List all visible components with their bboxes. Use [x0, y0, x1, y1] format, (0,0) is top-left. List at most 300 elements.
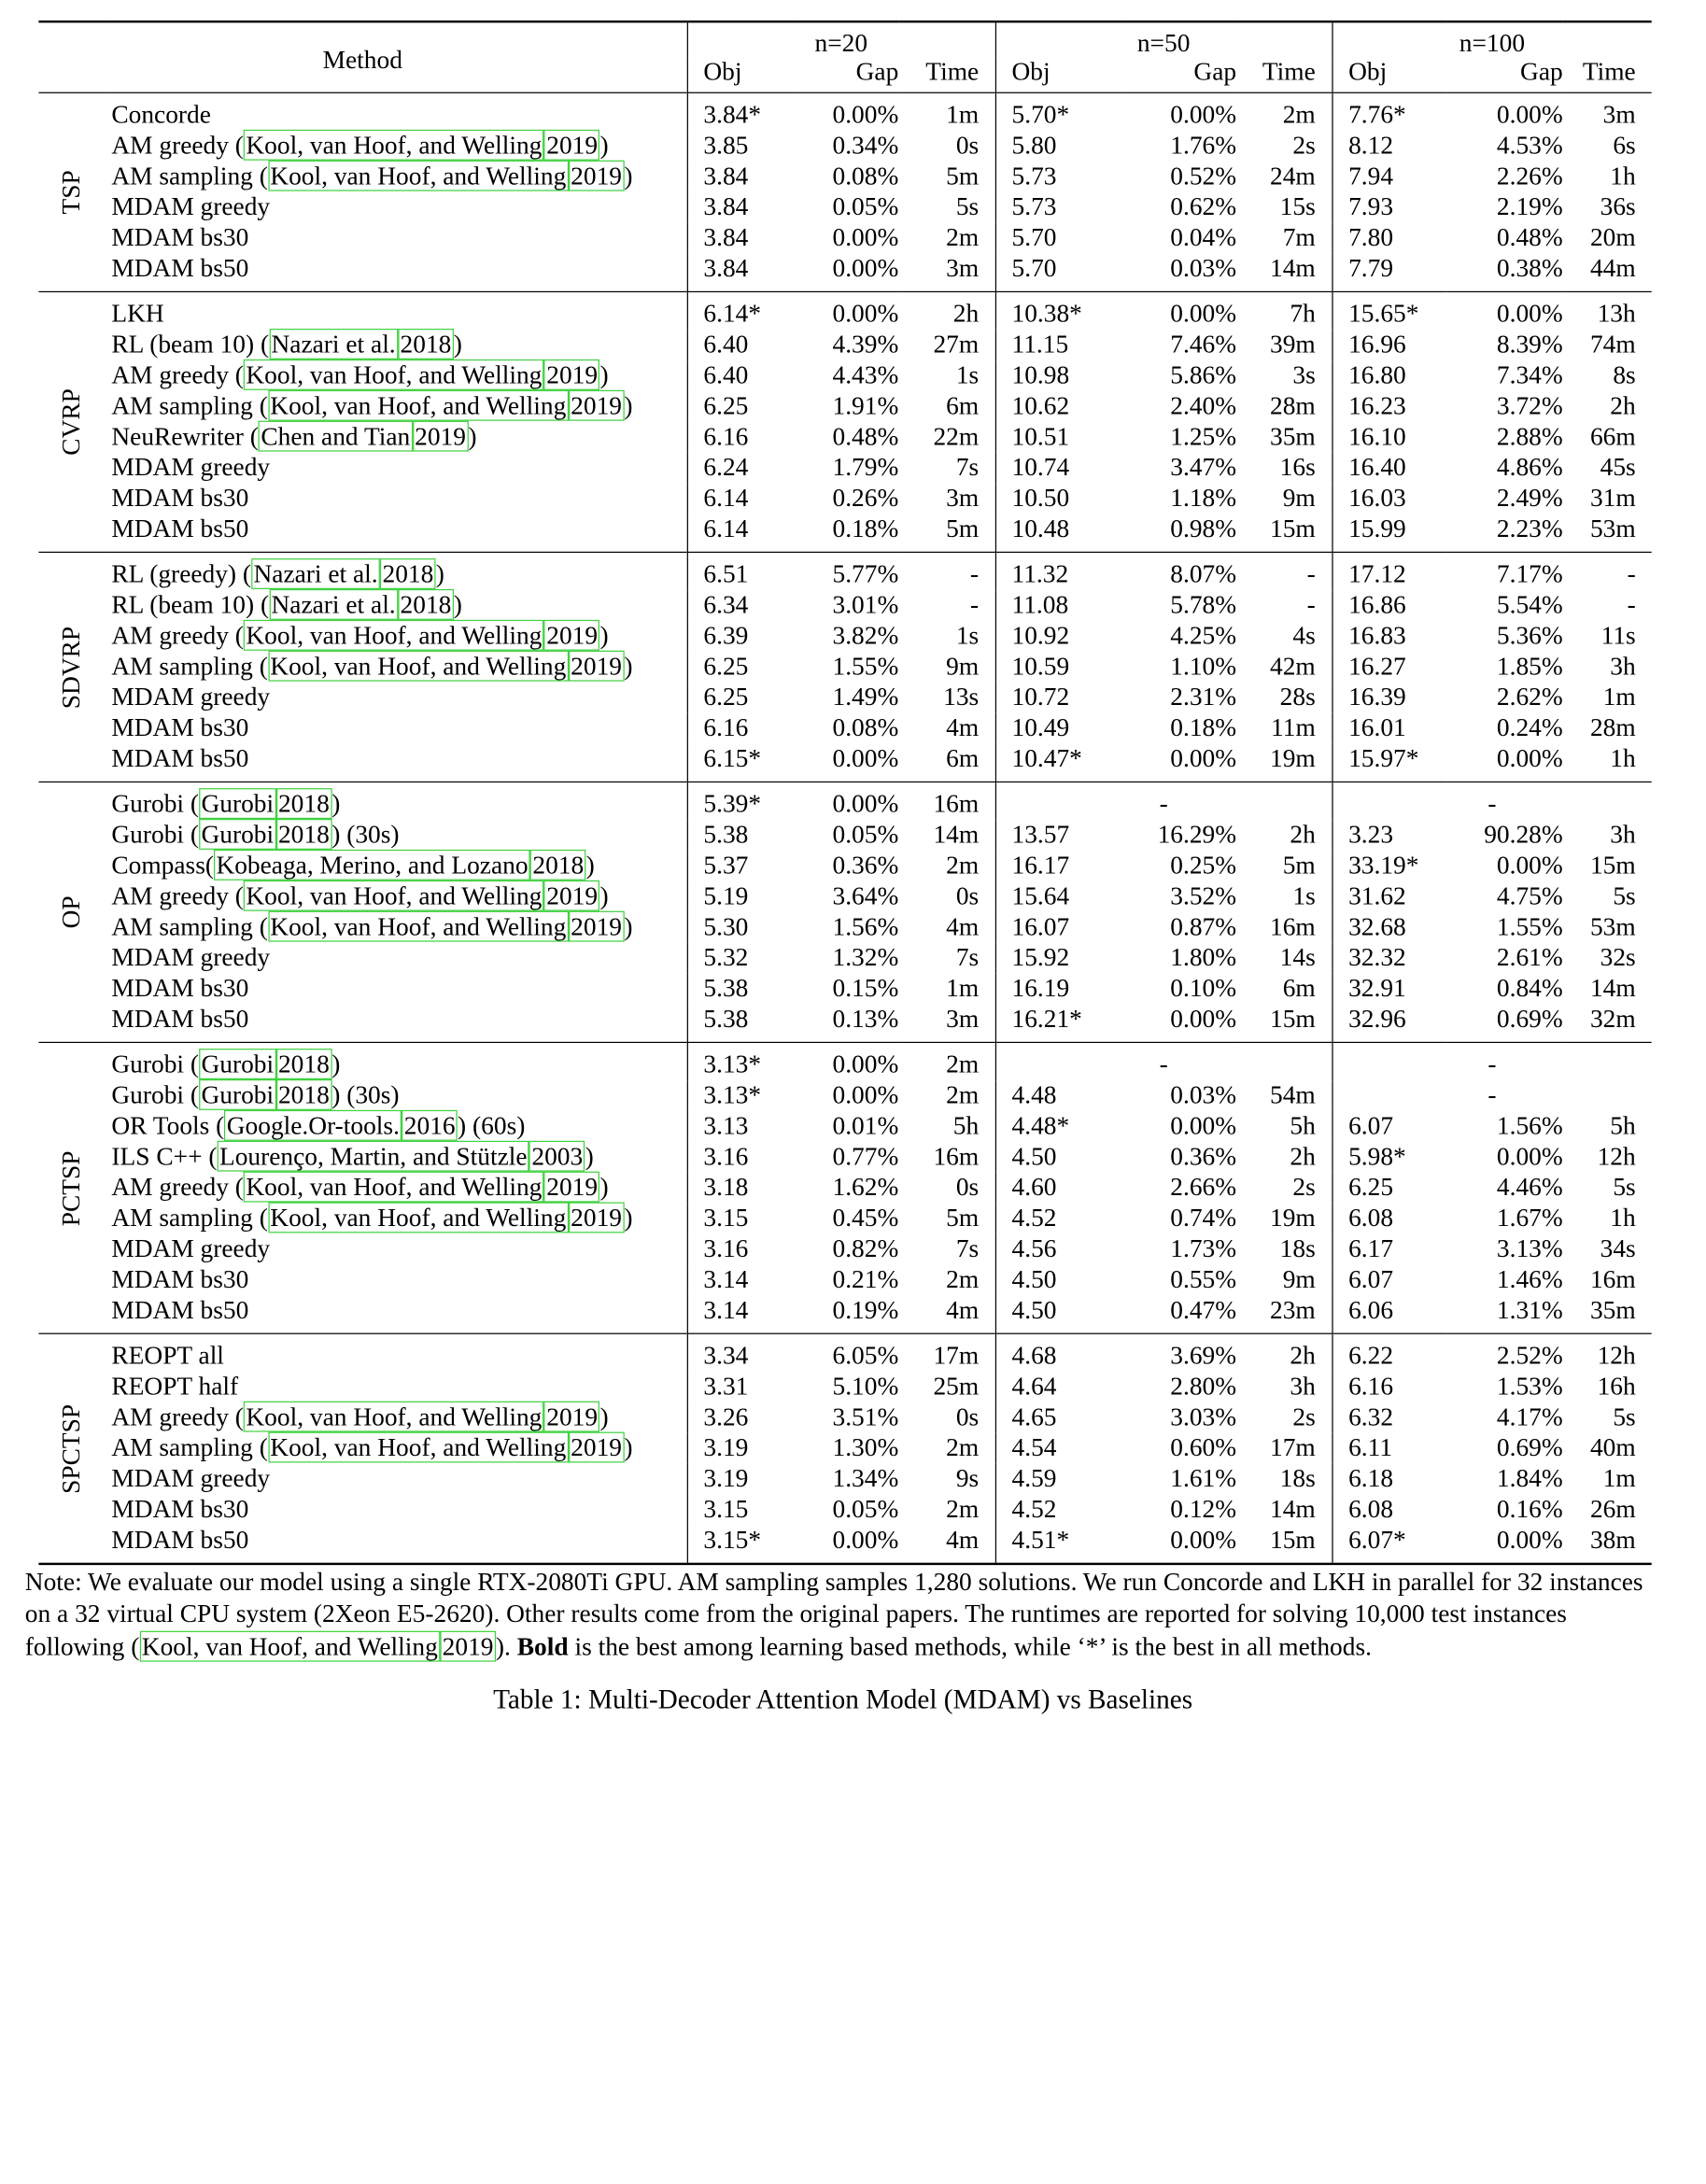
- obj-cell: 16.40: [1332, 453, 1445, 484]
- obj-cell: 5.39*: [687, 782, 796, 820]
- size-header-n20: n=20: [687, 21, 995, 57]
- time-cell: 13s: [943, 683, 980, 712]
- table-row: [38, 1333, 1651, 1372]
- method-text: ): [453, 330, 462, 359]
- citation-link[interactable]: Lourenço, Martin, and Stützle: [218, 1141, 529, 1172]
- time-cell: 14m: [1589, 973, 1636, 1003]
- time-cell: 2m: [946, 223, 980, 252]
- obj-cell: 16.80: [1332, 360, 1445, 391]
- time-cell: 5s: [1613, 881, 1636, 910]
- gap-cell: 1.31%: [1496, 1295, 1563, 1325]
- obj-cell: 5.73: [995, 192, 1121, 223]
- time-cell: 7s: [955, 943, 980, 972]
- citation-link[interactable]: Kool, van Hoof, and Welling: [244, 620, 544, 651]
- obj-cell: 3.31: [687, 1372, 796, 1402]
- obj-cell: 3.16: [687, 1234, 796, 1265]
- col-header-obj: Obj: [995, 57, 1121, 92]
- gap-cell: 0.00%: [1496, 743, 1563, 773]
- table-row: [38, 974, 1651, 1005]
- obj-cell: 5.70: [995, 254, 1121, 292]
- citation-link[interactable]: 2019: [569, 1203, 625, 1233]
- gap-cell: 5.78%: [1170, 590, 1237, 619]
- problem-label-cell: [38, 552, 105, 782]
- method-text: AM sampling (: [111, 652, 268, 681]
- table-row: [38, 851, 1651, 881]
- time-cell: 2m: [946, 1080, 980, 1109]
- gap-cell: 0.00%: [1496, 1525, 1563, 1555]
- table-row: [38, 391, 1651, 422]
- method-text: MDAM bs30: [111, 1264, 249, 1294]
- not-available-cell: -: [995, 1042, 1332, 1080]
- obj-cell: 3.19: [687, 1433, 796, 1464]
- citation-link[interactable]: Google.Or-tools.: [224, 1110, 402, 1141]
- method-cell: [105, 1234, 687, 1265]
- time-cell: -: [970, 559, 980, 589]
- method-cell: [105, 131, 687, 162]
- time-cell: 9m: [946, 652, 980, 681]
- obj-cell: 33.19*: [1332, 851, 1445, 881]
- note-text: is the best among learning based methods, while ‘*’ is the best in all methods.: [568, 1631, 1372, 1660]
- citation-link[interactable]: 2019: [569, 161, 625, 191]
- obj-cell: 3.18: [687, 1173, 796, 1204]
- obj-cell: 4.48*: [995, 1111, 1121, 1142]
- method-text: AM greedy (: [111, 1402, 244, 1431]
- time-cell: 16m: [1270, 912, 1316, 941]
- time-cell: 44m: [1589, 253, 1636, 283]
- col-header-gap: Gap: [855, 57, 899, 86]
- gap-cell: 0.00%: [1496, 100, 1563, 129]
- obj-cell: 6.15*: [687, 744, 796, 782]
- gap-cell: 1.49%: [832, 683, 899, 712]
- citation-link[interactable]: 2018: [380, 558, 436, 589]
- citation-link[interactable]: Kool, van Hoof, and Welling: [268, 911, 569, 942]
- table-row: [38, 1265, 1651, 1296]
- time-cell: 12h: [1597, 1341, 1636, 1370]
- gap-cell: 0.00%: [832, 1050, 899, 1079]
- time-cell: 1m: [1602, 683, 1636, 712]
- citation-link[interactable]: 2019: [569, 651, 625, 682]
- gap-cell: 1.67%: [1496, 1204, 1563, 1233]
- gap-cell: 1.46%: [1496, 1264, 1563, 1294]
- obj-cell: 3.13*: [687, 1042, 796, 1080]
- obj-cell: 6.14: [687, 514, 796, 553]
- time-cell: 36s: [1600, 192, 1636, 221]
- col-header-gap: Gap: [1520, 57, 1563, 86]
- citation-link[interactable]: 2019: [544, 620, 600, 651]
- method-cell: [105, 330, 687, 360]
- method-cell: [105, 1295, 687, 1333]
- citation-link[interactable]: 2019: [544, 130, 600, 161]
- obj-cell: 16.17: [995, 851, 1121, 881]
- obj-cell: 5.70*: [995, 92, 1121, 131]
- time-cell: 5m: [946, 162, 980, 190]
- obj-cell: 8.12: [1332, 131, 1445, 162]
- table-row: [38, 1173, 1651, 1204]
- table-row: [38, 1042, 1651, 1080]
- method-text: MDAM greedy: [111, 453, 271, 482]
- gap-cell: 0.74%: [1170, 1204, 1237, 1233]
- obj-cell: 6.07: [1332, 1265, 1445, 1296]
- gap-cell: 3.51%: [832, 1402, 899, 1431]
- problem-label: OP: [56, 895, 86, 929]
- col-header-time: Time: [1262, 57, 1316, 86]
- gap-cell: 0.84%: [1496, 973, 1563, 1003]
- obj-cell: 3.34: [687, 1333, 796, 1372]
- time-cell: -: [1306, 590, 1316, 619]
- obj-cell: 3.84: [687, 223, 796, 254]
- time-cell: 3h: [1290, 1372, 1316, 1401]
- citation-link[interactable]: Gurobi: [199, 819, 276, 850]
- gap-cell: 0.00%: [832, 223, 899, 252]
- method-text: ): [624, 652, 633, 681]
- obj-cell: 6.16: [1332, 1372, 1445, 1402]
- method-text: ): [624, 391, 633, 420]
- time-cell: 15m: [1589, 851, 1636, 880]
- obj-cell: 6.07: [1332, 1111, 1445, 1142]
- citation-link[interactable]: 2018: [276, 819, 332, 850]
- method-text: MDAM greedy: [111, 683, 271, 712]
- time-cell: 11s: [1600, 621, 1636, 650]
- table-row: [38, 291, 1651, 330]
- gap-cell: 0.04%: [1170, 223, 1237, 252]
- gap-cell: 1.76%: [1170, 131, 1237, 160]
- obj-cell: 6.22: [1332, 1333, 1445, 1372]
- time-cell: 5h: [1290, 1111, 1316, 1140]
- time-cell: 2m: [946, 1050, 980, 1079]
- obj-cell: 16.19: [995, 974, 1121, 1005]
- table-row: [38, 782, 1651, 820]
- method-cell: [105, 782, 687, 820]
- citation-link[interactable]: 2018: [530, 850, 586, 881]
- method-text: ): [599, 360, 609, 389]
- time-cell: 2h: [1290, 1142, 1316, 1171]
- obj-cell: 5.38: [687, 974, 796, 1005]
- method-text: MDAM greedy: [111, 1463, 271, 1493]
- gap-cell: 0.12%: [1170, 1494, 1237, 1524]
- gap-cell: 0.98%: [1170, 514, 1237, 543]
- citation-link[interactable]: Kool, van Hoof, and Welling: [268, 161, 569, 191]
- obj-cell: 10.72: [995, 683, 1121, 713]
- table-row: [38, 1005, 1651, 1043]
- gap-cell: 2.61%: [1496, 943, 1563, 972]
- time-cell: 6m: [946, 391, 980, 420]
- table-row: [38, 422, 1651, 453]
- gap-cell: 4.53%: [1496, 131, 1563, 160]
- table-row: [38, 92, 1651, 131]
- table-note: [25, 1566, 1663, 1662]
- table-row: [38, 1295, 1651, 1333]
- obj-cell: 32.68: [1332, 912, 1445, 943]
- time-cell: 23m: [1270, 1295, 1316, 1325]
- table-row: [38, 1204, 1651, 1234]
- obj-cell: 4.50: [995, 1142, 1121, 1173]
- citation-link[interactable]: Kool, van Hoof, and Welling: [244, 359, 544, 390]
- citation-link[interactable]: 2003: [529, 1141, 585, 1172]
- obj-cell: 3.26: [687, 1402, 796, 1433]
- citation-link[interactable]: Kool, van Hoof, and Welling: [268, 1203, 569, 1233]
- method-cell: [105, 514, 687, 553]
- obj-cell: 16.07: [995, 912, 1121, 943]
- obj-cell: 4.48: [995, 1080, 1121, 1111]
- time-cell: 2h: [1290, 820, 1316, 850]
- citation-link[interactable]: Nazari et al.: [251, 558, 380, 589]
- gap-cell: 2.49%: [1496, 483, 1563, 513]
- gap-cell: 2.26%: [1496, 162, 1563, 190]
- time-cell: 19m: [1270, 1204, 1316, 1233]
- time-cell: 17m: [933, 1341, 980, 1370]
- obj-cell: 3.23: [1332, 820, 1445, 851]
- citation-link[interactable]: 2018: [276, 1049, 332, 1079]
- gap-cell: 1.73%: [1170, 1233, 1237, 1263]
- table-row: [38, 1433, 1651, 1464]
- obj-cell: 6.25: [687, 391, 796, 422]
- gap-cell: 4.17%: [1496, 1402, 1563, 1431]
- time-cell: 5h: [952, 1111, 980, 1140]
- method-cell: [105, 254, 687, 292]
- method-text: AM greedy (: [111, 131, 244, 160]
- time-cell: 2m: [946, 1264, 980, 1294]
- gap-cell: 3.82%: [832, 621, 899, 650]
- method-text: ): [453, 590, 462, 619]
- time-cell: 9m: [1282, 1264, 1316, 1294]
- gap-cell: 0.00%: [1170, 1004, 1237, 1034]
- obj-cell: 6.08: [1332, 1495, 1445, 1526]
- method-cell: [105, 912, 687, 943]
- gap-cell: 0.13%: [832, 1004, 899, 1034]
- method-text: AM greedy (: [111, 881, 244, 910]
- obj-cell: 6.25: [687, 683, 796, 713]
- table-row: [38, 683, 1651, 713]
- time-cell: 11m: [1271, 713, 1316, 742]
- citation-link[interactable]: 2019: [544, 359, 600, 390]
- obj-cell: 4.50: [995, 1295, 1121, 1333]
- table-row: [38, 621, 1651, 652]
- citation-link[interactable]: Kool, van Hoof, and Welling: [268, 1432, 569, 1463]
- citation-link[interactable]: Nazari et al.: [269, 329, 398, 359]
- time-cell: 1s: [1292, 881, 1316, 910]
- obj-cell: 7.80: [1332, 223, 1445, 254]
- size-header-n50: n=50: [995, 21, 1332, 57]
- method-cell: [105, 621, 687, 652]
- time-cell: 2h: [1610, 391, 1636, 420]
- method-text: MDAM bs50: [111, 1295, 249, 1325]
- method-text: MDAM bs50: [111, 1525, 249, 1555]
- method-cell: [105, 1495, 687, 1526]
- citation-link[interactable]: Kool, van Hoof, and Welling: [244, 1402, 544, 1432]
- time-cell: 2s: [1292, 1402, 1316, 1431]
- method-text: AM greedy (: [111, 621, 244, 650]
- gap-cell: 5.54%: [1496, 590, 1563, 619]
- obj-cell: 6.34: [687, 590, 796, 621]
- time-cell: 1s: [955, 360, 980, 389]
- method-text: ): [624, 912, 633, 941]
- obj-cell: 3.84: [687, 192, 796, 223]
- method-text: AM greedy (: [111, 360, 244, 389]
- method-text: ) (30s): [331, 1080, 400, 1109]
- method-cell: [105, 422, 687, 453]
- time-cell: 1s: [955, 621, 980, 650]
- time-cell: 1m: [946, 100, 980, 129]
- time-cell: 2m: [1282, 100, 1316, 129]
- gap-cell: 0.00%: [1496, 851, 1563, 880]
- method-text: AM sampling (: [111, 912, 268, 941]
- citation-link[interactable]: Gurobi: [199, 1079, 276, 1110]
- citation-link[interactable]: Kobeaga, Merino, and Lozano: [214, 850, 530, 881]
- obj-cell: 17.12: [1332, 552, 1445, 590]
- gap-cell: 0.00%: [1170, 1525, 1237, 1555]
- citation-year[interactable]: 2019: [440, 1630, 496, 1661]
- method-text: Concorde: [111, 100, 211, 129]
- problem-label: PCTSP: [56, 1149, 86, 1226]
- citation-link[interactable]: Gurobi: [199, 788, 276, 819]
- citation-link[interactable]: Kool, van Hoof, and Welling: [244, 1172, 544, 1203]
- time-cell: 14m: [1270, 253, 1316, 283]
- gap-cell: 0.60%: [1170, 1433, 1237, 1462]
- time-cell: 5s: [1613, 1173, 1636, 1202]
- obj-cell: 11.32: [995, 552, 1121, 590]
- method-text: ILS C++ (: [111, 1142, 218, 1171]
- time-cell: 35m: [1589, 1295, 1636, 1325]
- table-row: [38, 453, 1651, 484]
- note-bold-word: Bold: [516, 1631, 569, 1660]
- method-cell: [105, 1042, 687, 1080]
- time-cell: 17m: [1270, 1433, 1316, 1462]
- citation-link[interactable]: Gurobi: [199, 1049, 276, 1079]
- table-row: [38, 162, 1651, 192]
- time-cell: 16h: [1597, 1372, 1636, 1401]
- gap-cell: 2.80%: [1170, 1372, 1237, 1401]
- gap-cell: 2.52%: [1496, 1341, 1563, 1370]
- obj-cell: 15.65*: [1332, 291, 1445, 330]
- gap-cell: 1.55%: [832, 652, 899, 681]
- method-cell: [105, 683, 687, 713]
- citation-link[interactable]: Chen and Tian: [259, 421, 413, 452]
- not-available-cell: -: [1332, 1042, 1651, 1080]
- method-text: ): [599, 1173, 609, 1202]
- obj-cell: 4.51*: [995, 1525, 1121, 1562]
- group-tsp: [38, 92, 1651, 291]
- table-caption: Table 1: Multi-Decoder Attention Model (MDAM) vs Baselines: [493, 1685, 1193, 1715]
- time-cell: 28m: [1270, 391, 1316, 420]
- obj-cell: 6.14: [687, 484, 796, 514]
- citation-link[interactable]: 2019: [569, 390, 625, 421]
- time-cell: 15m: [1270, 1004, 1316, 1034]
- gap-cell: 0.69%: [1496, 1433, 1563, 1462]
- obj-cell: 16.83: [1332, 621, 1445, 652]
- gap-cell: 0.26%: [832, 483, 899, 513]
- table-row: [38, 223, 1651, 254]
- citation-link[interactable]: 2019: [413, 421, 469, 452]
- gap-cell: 7.34%: [1496, 360, 1563, 389]
- gap-cell: 0.08%: [832, 713, 899, 742]
- obj-cell: 6.40: [687, 360, 796, 391]
- method-text: MDAM bs30: [111, 483, 249, 513]
- obj-cell: 15.97*: [1332, 744, 1445, 782]
- problem-label: SPCTSP: [56, 1403, 86, 1494]
- gap-cell: 0.18%: [1170, 713, 1237, 742]
- gap-cell: 0.00%: [832, 743, 899, 773]
- gap-cell: 2.19%: [1496, 192, 1563, 221]
- time-cell: 22m: [933, 422, 980, 451]
- citation-link[interactable]: Nazari et al.: [269, 589, 398, 620]
- gap-cell: 0.87%: [1170, 912, 1237, 941]
- time-cell: 2h: [1290, 1341, 1316, 1370]
- citation-link[interactable]: Kool, van Hoof, and Welling: [244, 130, 544, 161]
- gap-cell: 2.88%: [1496, 422, 1563, 451]
- citation-link[interactable]: 2019: [569, 1432, 625, 1463]
- time-cell: 45s: [1600, 453, 1636, 482]
- obj-cell: 11.08: [995, 590, 1121, 621]
- method-cell: [105, 1372, 687, 1402]
- citation-link[interactable]: Kool, van Hoof, and Welling: [268, 390, 569, 421]
- method-cell: [105, 943, 687, 974]
- citation-link[interactable]: 2019: [544, 1402, 600, 1432]
- gap-cell: 0.16%: [1496, 1494, 1563, 1524]
- gap-cell: 0.55%: [1170, 1264, 1237, 1294]
- citation-link[interactable]: 2019: [544, 881, 600, 911]
- time-cell: 27m: [933, 330, 980, 359]
- table-row: [38, 254, 1651, 292]
- citation-link[interactable]: 2019: [544, 1172, 600, 1203]
- obj-cell: 31.62: [1332, 881, 1445, 912]
- method-text: MDAM bs30: [111, 713, 249, 742]
- citation-link[interactable]: 2018: [276, 1079, 332, 1110]
- obj-cell: 10.48: [995, 514, 1121, 553]
- gap-cell: 7.17%: [1496, 559, 1563, 589]
- citation-link[interactable]: 2019: [569, 911, 625, 942]
- method-text: ): [599, 881, 609, 910]
- gap-cell: 4.75%: [1496, 881, 1563, 910]
- problem-label: TSP: [56, 170, 86, 215]
- citation-link[interactable]: 2018: [398, 329, 454, 359]
- citation-link[interactable]: 2018: [276, 788, 332, 819]
- gap-cell: 0.08%: [832, 162, 899, 190]
- method-cell: [105, 1464, 687, 1495]
- time-cell: 3m: [1602, 100, 1636, 129]
- method-cell: [105, 1525, 687, 1562]
- citation-link[interactable]: 2016: [402, 1110, 458, 1141]
- citation-link[interactable]: Kool, van Hoof, and Welling: [244, 881, 544, 911]
- method-text: ): [585, 1142, 594, 1171]
- obj-cell: 4.60: [995, 1173, 1121, 1204]
- gap-cell: 0.82%: [832, 1233, 899, 1263]
- method-text: ) (30s): [331, 820, 400, 850]
- obj-cell: 6.39: [687, 621, 796, 652]
- gap-cell: 1.56%: [832, 912, 899, 941]
- results-table: [38, 21, 1651, 1563]
- time-cell: 74m: [1589, 330, 1636, 359]
- time-cell: 28s: [1279, 683, 1316, 712]
- gap-cell: 1.62%: [832, 1173, 899, 1202]
- method-cell: [105, 1173, 687, 1204]
- obj-cell: 10.47*: [995, 744, 1121, 782]
- method-cell: [105, 391, 687, 422]
- gap-cell: 6.05%: [832, 1341, 899, 1370]
- gap-cell: 1.80%: [1170, 943, 1237, 972]
- citation-authors[interactable]: Kool, van Hoof, and Welling: [139, 1630, 440, 1661]
- time-cell: 13h: [1597, 299, 1636, 329]
- gap-cell: 3.69%: [1170, 1341, 1237, 1370]
- group-sdvrp: [38, 552, 1651, 782]
- time-cell: 34s: [1600, 1233, 1636, 1263]
- method-text: MDAM greedy: [111, 943, 271, 972]
- obj-cell: 4.56: [995, 1234, 1121, 1265]
- citation-link[interactable]: 2018: [398, 589, 454, 620]
- method-text: AM greedy (: [111, 1173, 244, 1202]
- obj-cell: 15.64: [995, 881, 1121, 912]
- citation-link[interactable]: Kool, van Hoof, and Welling: [268, 651, 569, 682]
- method-cell: [105, 1402, 687, 1433]
